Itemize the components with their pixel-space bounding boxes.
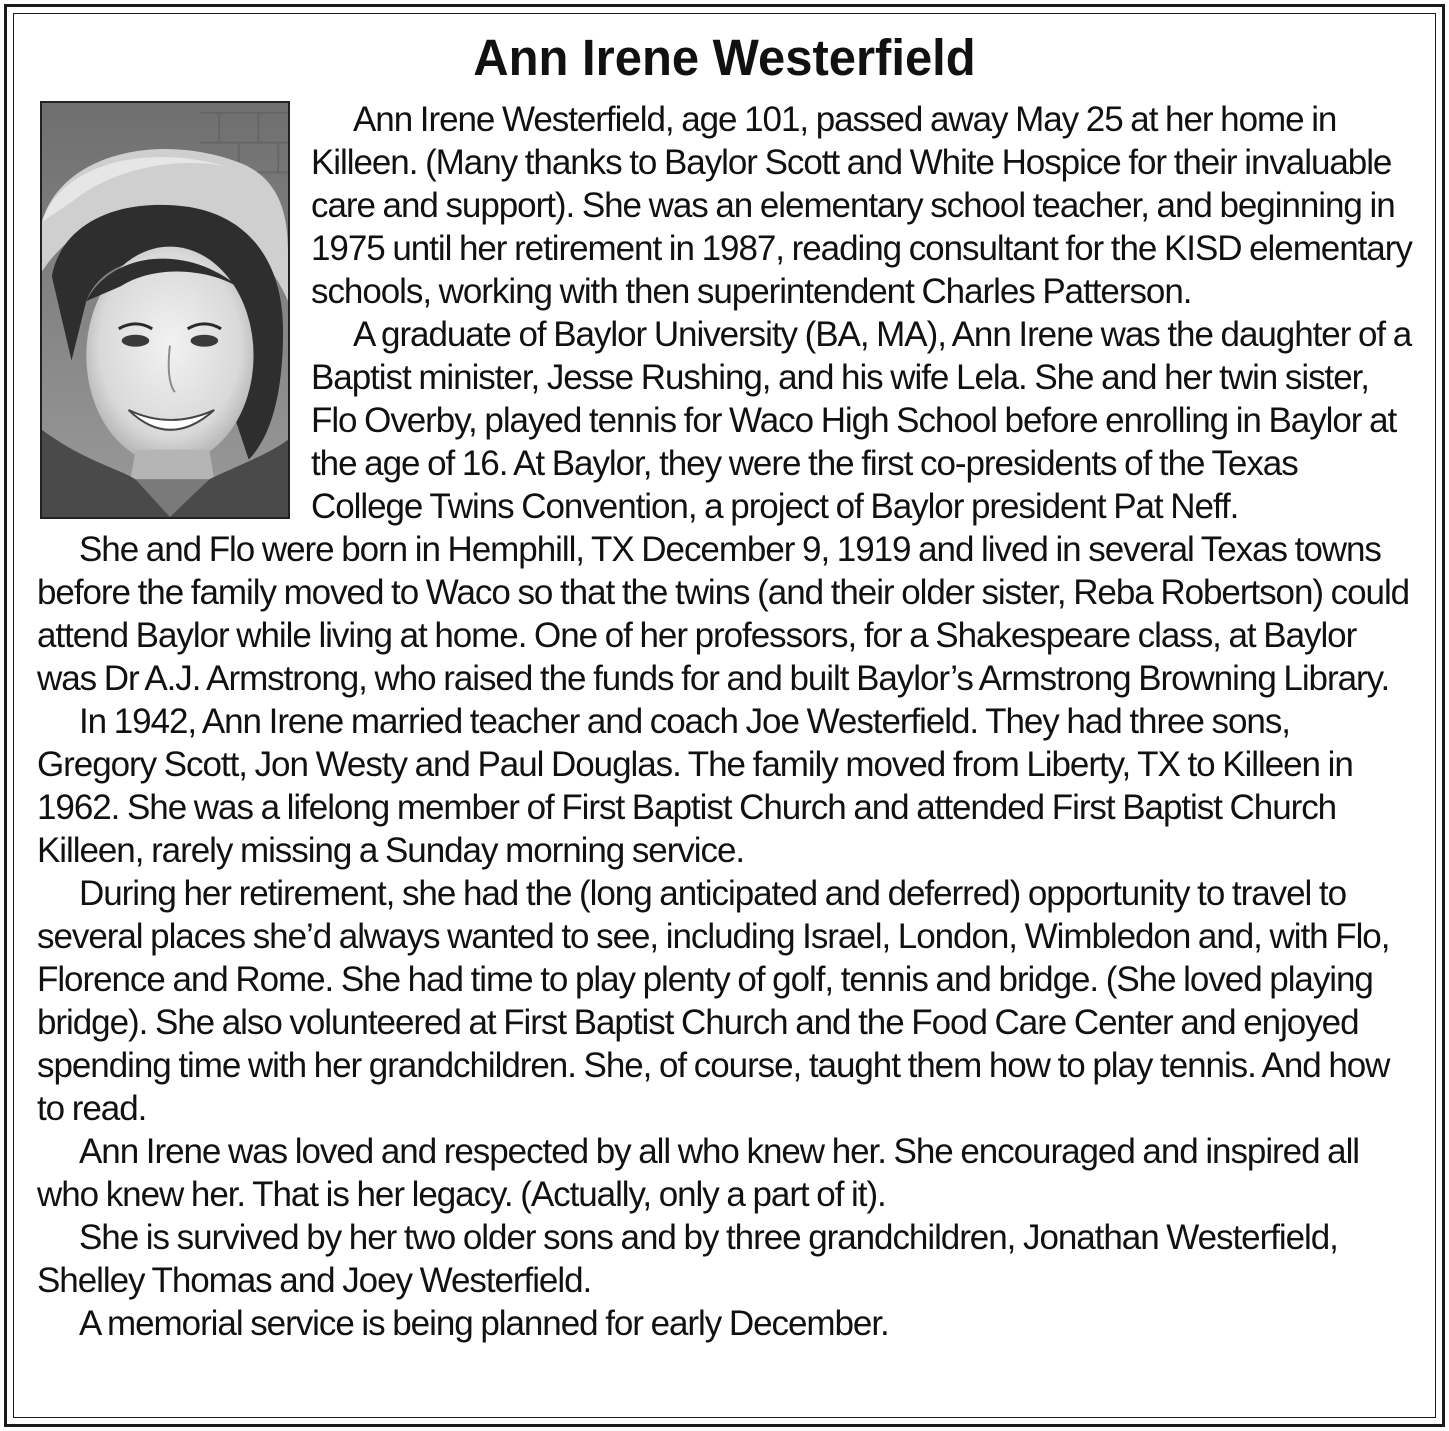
paragraph-8: A memorial service is being planned for early December. [79,1304,889,1343]
paragraph-6: Ann Irene was loved and respected by all who knew her. She encouraged and inspired all who knew her. That is her legacy. (Actually, only a part of it). [37,1132,1360,1214]
portrait-photo [40,101,290,519]
obituary-title: Ann Irene Westerfield [473,29,976,86]
portrait-image [42,103,288,517]
paragraph-7: She is survived by her two older sons and by three grandchildren, Jonathan Westerfield, Shelley Thomas and Joey Westerfield. [37,1218,1338,1300]
paragraph-1: Ann Irene Westerfield, age 101, passed away May 25 at her home in Killeen. (Many thanks to Baylor Scott and White Hospice for their invaluable care and support). She was an elementary school teacher, and beginning in 1975 until her retirement in 1987, reading consultant for the KISD elementary schools, working with then superintendent Charles Patterson. [311,100,1412,311]
paragraph-3: She and Flo were born in Hemphill, TX December 9, 1919 and lived in several Texas towns before the family moved to Waco so that the twins (and their older sister, Reba Robertson) could attend Baylor while living at home. One of her professors, for a Shakespeare class, at Baylor was Dr A.J. Armstrong, who raised the funds for and built Baylor’s Armstrong Browning Library. [37,530,1410,698]
paragraph-2: A graduate of Baylor University (BA, MA), Ann Irene was the daughter of a Baptist minister, Jesse Rushing, and his wife Lela. She and her twin sister, Flo Overby, played tennis for Waco High School before enrolling in Baylor at the age of 16. At Baylor, they were the first co-presidents of the Texas College Twins Convention, a project of Baylor president Pat Neff. [311,315,1412,526]
obituary-body [37,98,1412,1345]
paragraph-5: During her retirement, she had the (long anticipated and deferred) opportunity to travel to several places she’d always wanted to see, including Israel, London, Wimbledon and, with Flo, Florence and Rome. She had time to play plenty of golf, tennis and bridge. (She loved playing bridge). She also volunteered at First Baptist Church and the Food Care Center and enjoyed spending time with her grandchildren. She, of course, taught them how to play tennis. And how to read. [37,874,1390,1128]
paragraph-4: In 1942, Ann Irene married teacher and coach Joe Westerfield. They had three sons, Gregory Scott, Jon Westy and Paul Douglas. The family moved from Liberty, TX to Killeen in 1962. She was a lifelong member of First Baptist Church and attended First Baptist Church Killeen, rarely missing a Sunday morning service. [37,702,1353,870]
